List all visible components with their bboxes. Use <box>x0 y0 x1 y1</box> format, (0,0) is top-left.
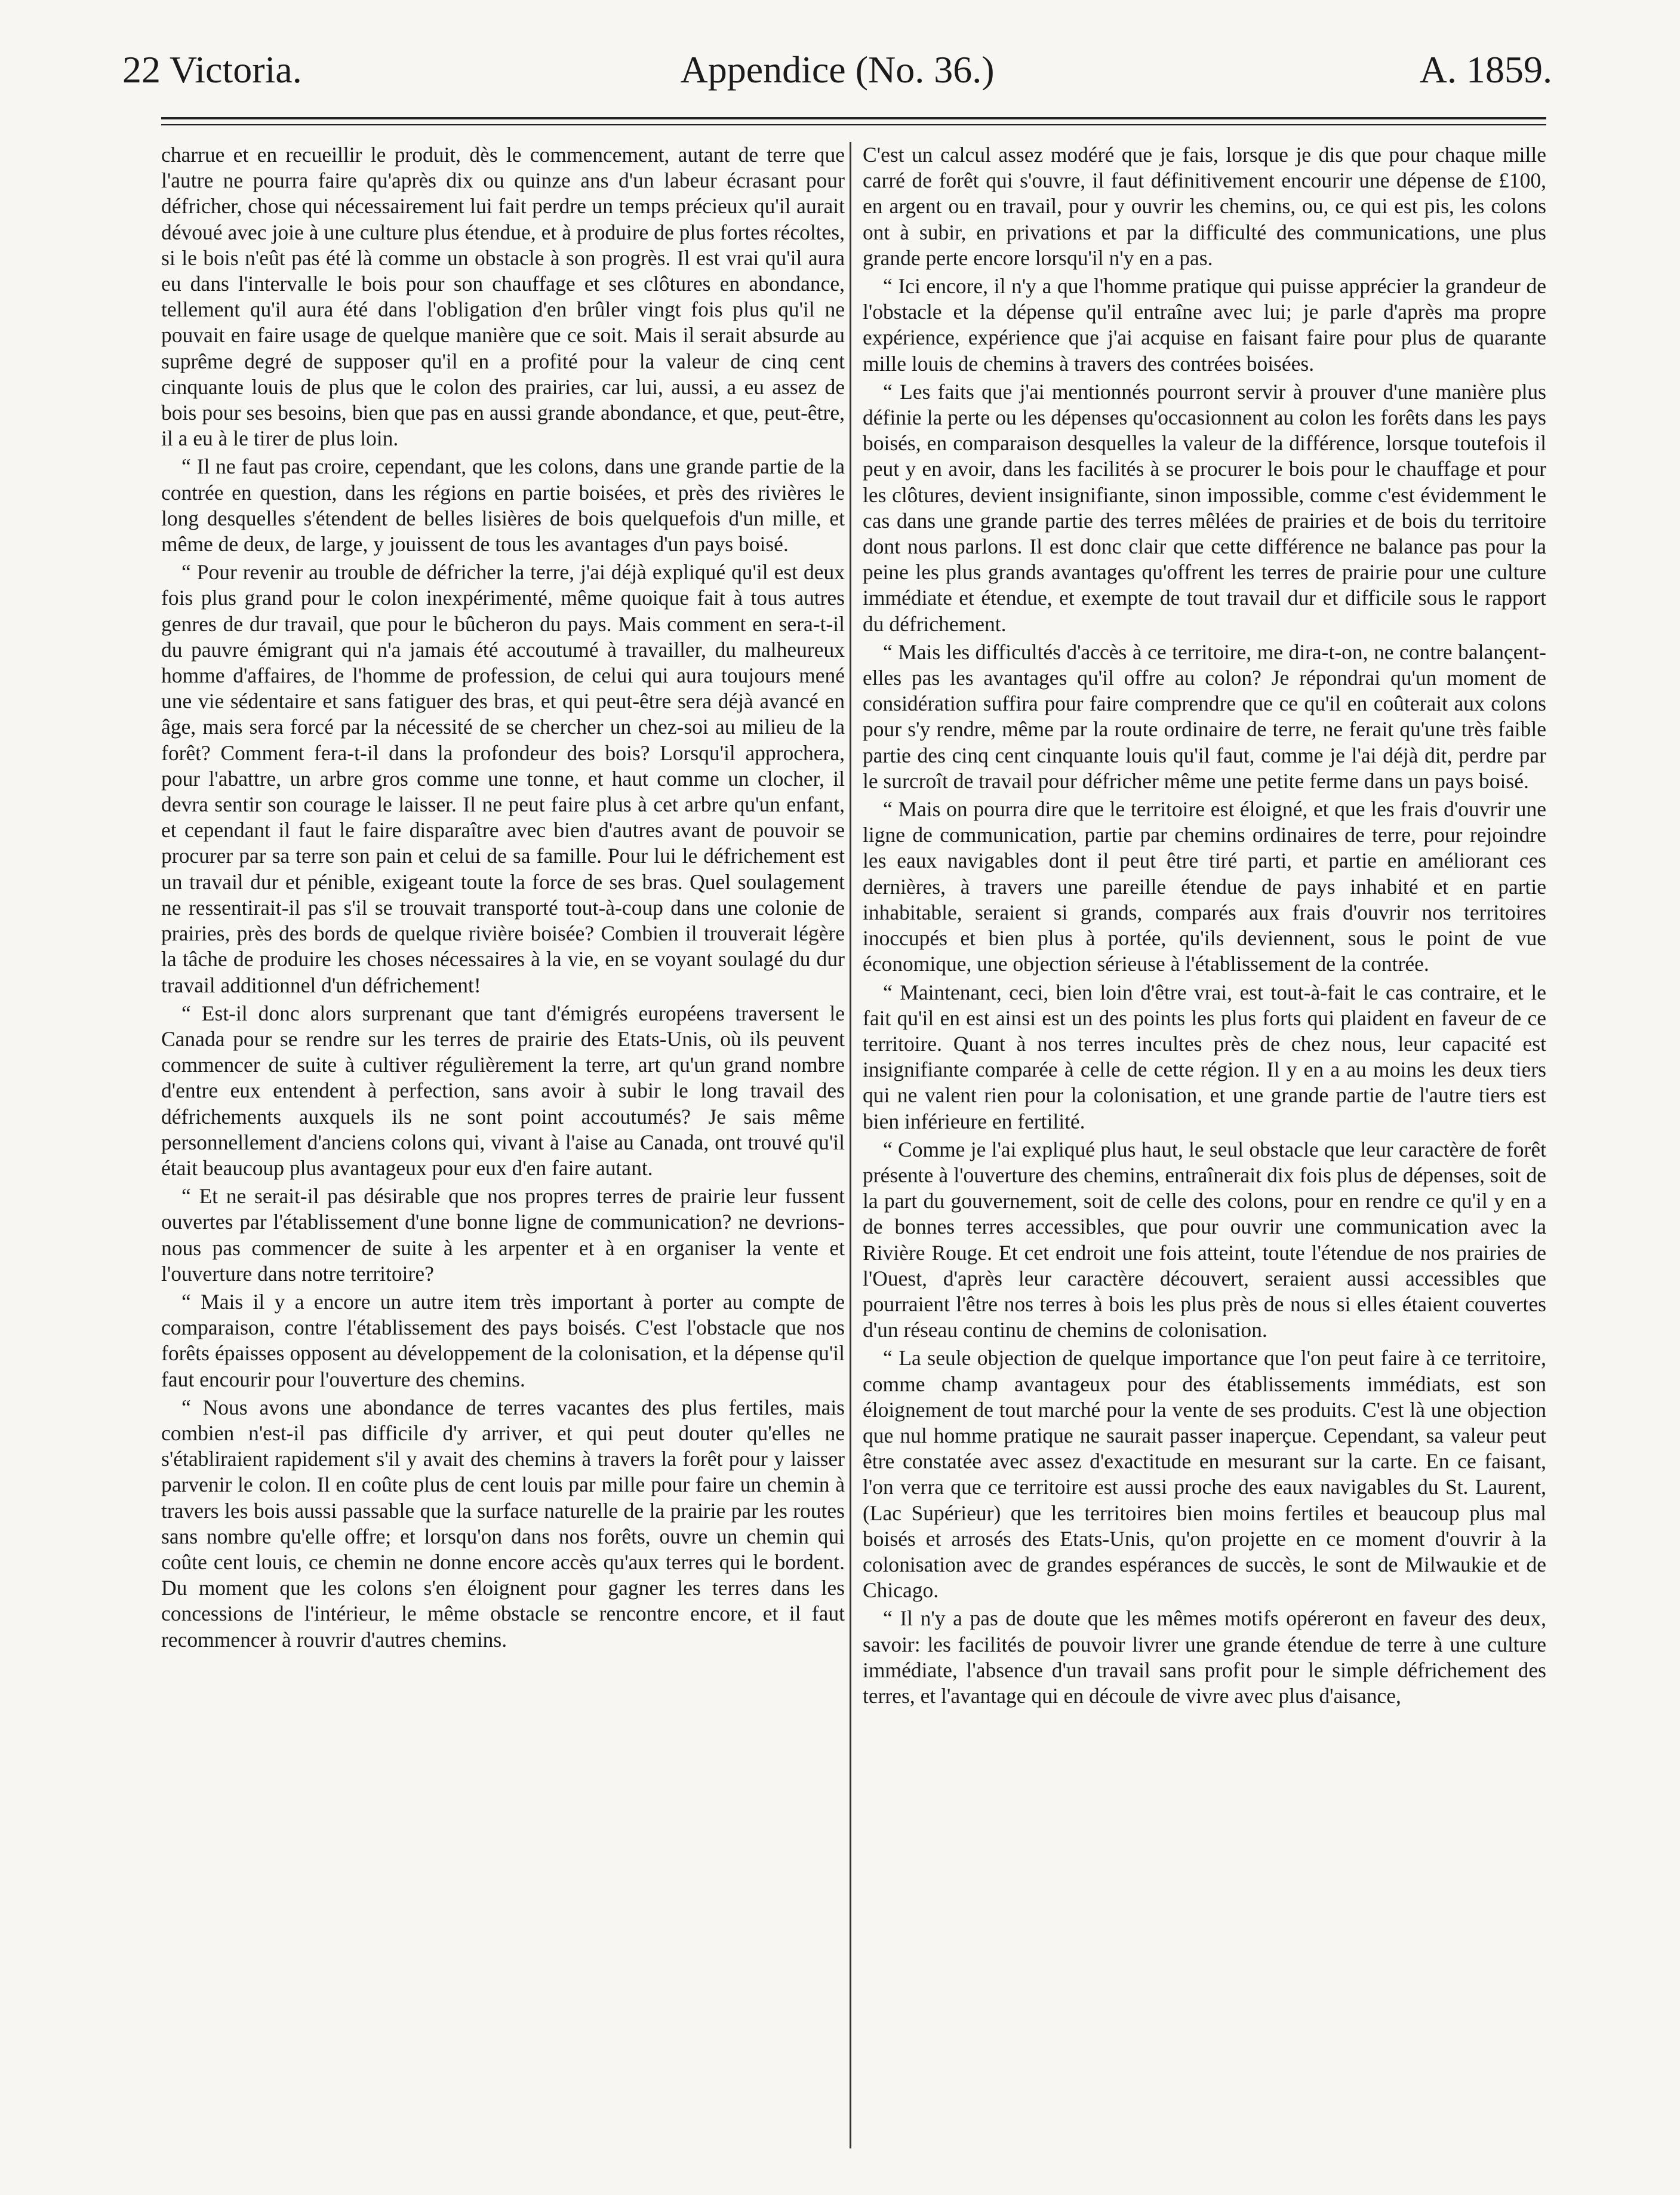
paragraph: “ Mais on pourra dire que le territoire est éloigné, et que les frais d'ouvrir une ligne de communication, partie par chemins ordinaires de terre, pour rejoindre les eaux navigables dont il peut être tiré parti, et partie en améliorant ces dernières, à travers une pareille étendue de pays inhabité et en partie inhabitable, seraient si grands, comparés aux frais d'ouvrir nos territoires inoccupés et bien plus à portée, qu'ils deviennent, sous le point de vue économique, une objection sérieuse à l'établissement de la contrée. <box>863 797 1546 976</box>
paragraph: charrue et en recueillir le produit, dès le commencement, autant de terre que l'autre ne pourra faire qu'après dix ou quinze ans d'un labeur écrasant pour défricher, chose qui nécessairement lui fait perdre un temps précieux qu'il aurait dévoué avec joie à une culture plus étendue, et à produire de plus fortes récoltes, si le bois n'eût pas été là comme un obstacle à son progrès. Il est vrai qu'il aura eu dans l'intervalle le bois pour son chauffage et ses clôtures en abondance, tellement qu'il aura été dans l'obligation d'en brûler vingt fois plus qu'il ne pouvait en faire usage de quelque manière que ce soit. Mais il serait absurde au suprême degré de supposer qu'il en a profité pour la valeur de cinq cent cinquante louis de plus que le colon des prairies, car lui, aussi, a eu assez de bois pour ses besoins, bien que pas en aussi grande abondance, et que, peut-être, il a eu à le tirer de plus loin. <box>161 143 845 451</box>
paragraph: “ Est-il donc alors surprenant que tant d'émigrés européens traversent le Canada pour se rendre sur les terres de prairie des Etats-Unis, où ils peuvent commencer de suite à cultiver régulièrement la terre, art qu'un grand nombre d'entre eux entendent à perfection, sans avoir à subir le long travail des défrichements auxquels ils ne sont point accoutumés? Je sais même personnellement d'anciens colons qui, vivant à l'aise au Canada, ont trouvé qu'il était beaucoup plus avantageux pour eux d'en faire autant. <box>161 1001 845 1180</box>
paragraph: “ Il n'y a pas de doute que les mêmes motifs opéreront en faveur des deux, savoir: les facilités de pouvoir livrer une grande étendue de terre à une culture immédiate, l'absence d'un travail sans profit pour le simple défrichement des terres, et l'avantage qui en découle de vivre avec plus d'aisance, <box>863 1606 1546 1708</box>
paragraph: “ La seule objection de quelque importance que l'on peut faire à ce territoire, comme champ avantageux pour des établissements immédiats, est son éloignement de tout marché pour la vente de ses produits. C'est là une objection que nul homme pratique ne saurait passer inaperçue. Cependant, sa valeur peut être constatée avec assez d'exactitude en mesurant sur la carte. En ce faisant, l'on verra que ce territoire est aussi proche des eaux navigables du St. Laurent, (Lac Supérieur) que les territoires bien moins fertiles et beaucoup plus mal boisés et arrosés des Etats-Unis, qu'on projette en ce moment d'ouvrir à la colonisation avec de grandes espérances de succès, le sont de Milwaukie et de Chicago. <box>863 1346 1546 1603</box>
paragraph: C'est un calcul assez modéré que je fais, lorsque je dis que pour chaque mille carré de forêt qui s'ouvre, il faut définitivement encourir une dépense de £100, en argent ou en travail, pour y ouvrir les chemins, ou, ce qui est pis, les colons ont à subir, en privations et par la difficulté des communications, une plus grande perte encore lorsqu'il n'y en a pas. <box>863 143 1546 270</box>
paragraph: “ Comme je l'ai expliqué plus haut, le seul obstacle que leur caractère de forêt présente à l'ouverture des chemins, entraînerait dix fois plus de dépenses, soit de la part du gouvernement, soit de celle des colons, pour en rendre ce qu'il y en a de bonnes terres accessibles, que pour ouvrir une communication avec la Rivière Rouge. Et cet endroit une fois atteint, toute l'étendue de nos prairies de l'Ouest, d'après leur caractère découvert, seraient aussi accessibles que pourraient l'être nos terres à bois les plus près de nous si elles étaient couvertes d'un réseau continu de chemins de colonisation. <box>863 1137 1546 1342</box>
paragraph: “ Il ne faut pas croire, cependant, que les colons, dans une grande partie de la contrée en question, dans les régions en partie boisées, et près des rivières le long desquelles s'étendent de belles lisières de bois quelquefois d'un mille, et même de deux, de large, y jouissent de tous les avantages d'un pays boisé. <box>161 454 845 557</box>
column-divider <box>850 142 851 2148</box>
paragraph: “ Mais il y a encore un autre item très important à porter au compte de comparaison, contre l'établissement des pays boisés. C'est l'obstacle que nos forêts épaisses opposent au développement de la colonisation, et la dépense qu'il faut encourir pour l'ouverture des chemins. <box>161 1289 845 1391</box>
paragraph: “ Nous avons une abondance de terres vacantes des plus fertiles, mais combien n'est-il pas difficile d'y arriver, et qui peut douter qu'elles ne s'établiraient rapidement s'il y avait des chemins à travers la forêt pour y laisser parvenir le colon. Il en coûte plus de cent louis par mille pour faire un chemin à travers les bois aussi passable que la surface naturelle de la prairie par les routes sans nombre qu'elle offre; et lorsqu'on dans nos forêts, ouvre un chemin qui coûte cent louis, ce chemin ne donne encore accès qu'aux terres qui le bordent. Du moment que les colons s'en éloignent pour gagner les terres dans les concessions de l'intérieur, le même obstacle se rencontre encore, et il faut recommencer à rouvrir d'autres chemins. <box>161 1395 845 1652</box>
header-volume: 22 Victoria. <box>122 48 302 91</box>
header-rule-thin <box>161 124 1546 125</box>
paragraph: “ Pour revenir au trouble de défricher la terre, j'ai déjà expliqué qu'il est deux fois plus grand pour le colon inexpérimenté, même quoique fait à tous autres genres de dur travail, que pour le bûcheron du pays. Mais comment en sera-t-il du pauvre émigrant qui n'a jamais été accoutumé à travailler, du malheureux homme d'affaires, de l'homme de profession, de celui qui aura toujours mené une vie sédentaire et sans fatiguer des bras, et qui peut-être sera déjà avancé en âge, mais sera forcé par la nécessité de se chercher un chez-soi au milieu de la forêt? Comment fera-t-il dans la profondeur des bois? Lorsqu'il approchera, pour l'abattre, un arbre gros comme une tonne, et haut comme un clocher, il devra sentir son courage le laisser. Il ne peut faire plus à cet arbre qu'un enfant, et cependant il faut le faire disparaître avec bien d'autres avant de pouvoir se procurer par sa terre son pain et celui de sa famille. Pour lui le défrichement est un travail dur et pénible, exigeant toute la force de ses bras. Quel soulagement ne ressentirait-il pas s'il se trouvait transporté tout-à-coup dans une colonie de prairies, près des bords de quelque rivière boisée? Combien il trouverait légère la tâche de produire les choses nécessaires à la vie, en se voyant soulagé du dur travail additionnel d'un défrichement! <box>161 560 845 997</box>
header-rule-thick <box>161 117 1546 119</box>
paragraph: “ Et ne serait-il pas désirable que nos propres terres de prairie leur fussent ouvertes par l'établissement d'une bonne ligne de communication? ne devrions-nous pas commencer de suite à les arpenter et à en organiser la vente et l'ouverture dans notre territoire? <box>161 1184 845 1286</box>
paragraph: “ Maintenant, ceci, bien loin d'être vrai, est tout-à-fait le cas contraire, et le fait qu'il en est ainsi est un des points les plus forts qui plaident en faveur de ce territoire. Quant à nos terres incultes près de chez nous, leur capacité est insignifiante comparée à celle de cette région. Il y en a au moins les deux tiers qui ne valent rien pour la colonisation, et une grande partie de l'autre tiers est bien inférieure en fertilité. <box>863 980 1546 1133</box>
paragraph: “ Ici encore, il n'y a que l'homme pratique qui puisse apprécier la grandeur de l'obstacle et la dépense qu'il entraîne avec lui; je parle d'après ma propre expérience, expérience que j'ai acquise en faisant faire pour plus de quarante mille louis de chemins à travers des contrées boisées. <box>863 274 1546 376</box>
right-column <box>863 142 1546 2172</box>
paragraph: “ Mais les difficultés d'accès à ce territoire, me dira-t-on, ne contre balançent-elles pas les avantages qu'il offre au colon? Je répondrai qu'un moment de considération suffira pour faire comprendre que ce qu'il en coûterait aux colons pour s'y rendre, même par la route ordinaire de terre, ne ferait qu'une très faible partie des cinq cent cinquante louis qu'il faut, comme je l'ai déjà dit, perdre par le surcroît de travail pour défricher même une petite ferme dans un pays boisé. <box>863 640 1546 793</box>
paragraph: “ Les faits que j'ai mentionnés pourront servir à prouver d'une manière plus définie la perte ou les dépenses qu'occasionnent au colon les forêts dans les pays boisés, en comparaison desquelles la valeur de la différence, lorsque toutefois il peut y en avoir, dans les facilités à se procurer le bois pour le chauffage et pour les clôtures, devient insignifiante, sinon impossible, comme c'est évidemment le cas dans une grande partie des terres mêlées de prairies et de bois du territoire dont nous parlons. Il est donc clair que cette différence ne balance pas pour la peine les plus grands avantages qu'offrent les terres de prairie pour une culture immédiate et étendue, et exempte de tout travail dur et difficile sous le rapport du défrichement. <box>863 379 1546 636</box>
left-column <box>161 142 845 2172</box>
running-header <box>122 43 1552 97</box>
header-year: A. 1859. <box>1419 48 1552 91</box>
header-appendix: Appendice (No. 36.) <box>680 48 995 91</box>
